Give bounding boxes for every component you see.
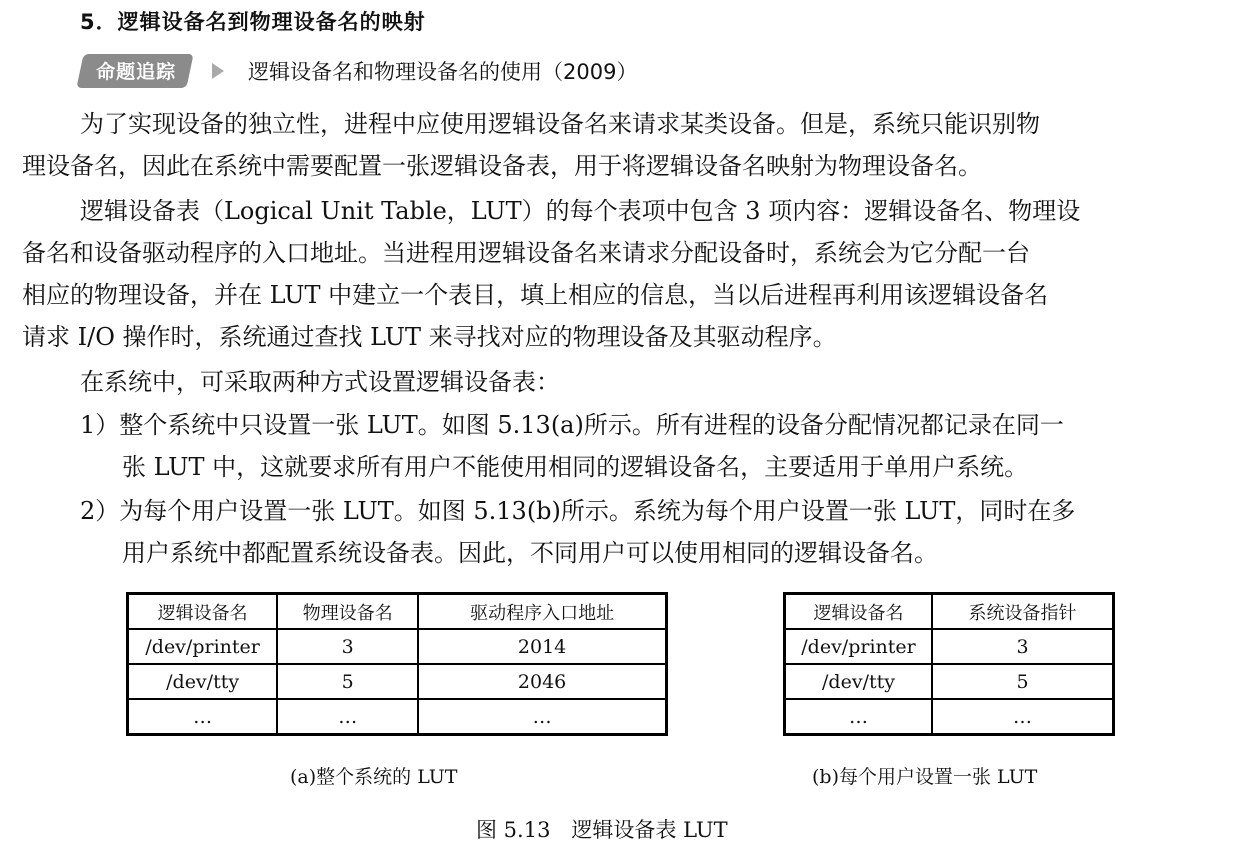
table-cell: … [932,699,1113,735]
table-cell: … [785,699,933,735]
triangle-arrow-icon [212,63,224,79]
table-row [785,629,1114,664]
paragraph-line: 逻辑设备表（Logical Unit Table，LUT）的每个表项中包含 3 项内容：逻辑设备名、物理设 [80,197,1081,225]
table-row [785,699,1114,735]
paragraph-line: 1）整个系统中只设置一张 LUT。如图 5.13(a)所示。所有进程的设备分配情况都记录在同一 [80,411,1064,439]
section-title: 5．逻辑设备名到物理设备名的映射 [80,10,426,34]
paragraph-line: 在系统中，可采取两种方式设置逻辑设备表： [80,368,560,396]
table-cell: /dev/tty [785,664,933,699]
table-cell: 3 [277,629,418,664]
paragraph-line: 为了实现设备的独立性，进程中应使用逻辑设备名来请求某类设备。但是，系统只能识别物 [80,110,1040,138]
paragraph-2 [22,190,1222,358]
list-item-2 [22,490,1222,574]
table-cell: … [418,699,666,735]
lut-table-a [126,592,668,736]
table-cell: /dev/printer [785,629,933,664]
table-a-caption: (a)整个系统的 LUT [290,766,458,788]
paragraph-line: 请求 I/O 操作时，系统通过查找 LUT 来寻找对应的物理设备及其驱动程序。 [22,323,837,351]
table-cell: 2046 [418,664,666,699]
table-cell: 2014 [418,629,666,664]
table-cell: … [277,699,418,735]
table-row [128,664,667,699]
paragraph-line: 备名和设备驱动程序的入口地址。当进程用逻辑设备名来请求分配设备时，系统会为它分配一台 [22,239,1030,267]
list-item-1 [22,404,1222,488]
paragraph-line: 理设备名，因此在系统中需要配置一张逻辑设备表，用于将逻辑设备名映射为物理设备名。 [22,152,982,180]
table-header-cell: 逻辑设备名 [785,594,933,630]
table-header-cell: 物理设备名 [277,594,418,630]
paragraph-line: 2）为每个用户设置一张 LUT。如图 5.13(b)所示。系统为每个用户设置一张 LUT，同时在多 [80,497,1076,525]
table-cell: /dev/printer [128,629,278,664]
table-header-row [128,594,667,630]
table-header-row [785,594,1114,630]
paragraph-line: 相应的物理设备，并在 LUT 中建立一个表目，填上相应的信息，当以后进程再利用该逻辑设备名 [22,281,1049,309]
table-row [128,629,667,664]
topic-tag-text: 逻辑设备名和物理设备名的使用（2009） [248,60,638,84]
table-cell: 5 [932,664,1113,699]
table-header-cell: 驱动程序入口地址 [418,594,666,630]
figure-caption: 图 5.13 逻辑设备表 LUT [476,818,728,842]
paragraph-1 [22,103,1222,187]
paragraph-line: 用户系统中都配置系统设备表。因此，不同用户可以使用相同的逻辑设备名。 [122,539,938,567]
table-cell: … [128,699,278,735]
table-header-cell: 逻辑设备名 [128,594,278,630]
table-row [785,664,1114,699]
paragraph-3 [22,361,1222,403]
lut-table-b [783,592,1115,736]
paragraph-line: 张 LUT 中，这就要求所有用户不能使用相同的逻辑设备名，主要适用于单用户系统。 [122,453,1029,481]
table-cell: /dev/tty [128,664,278,699]
topic-tag-badge: 命题追踪 [76,54,193,88]
table-b-caption: (b)每个用户设置一张 LUT [812,766,1038,788]
topic-tag-row [80,54,637,88]
table-cell: 5 [277,664,418,699]
table-cell: 3 [932,629,1113,664]
table-row [128,699,667,735]
table-header-cell: 系统设备指针 [932,594,1113,630]
